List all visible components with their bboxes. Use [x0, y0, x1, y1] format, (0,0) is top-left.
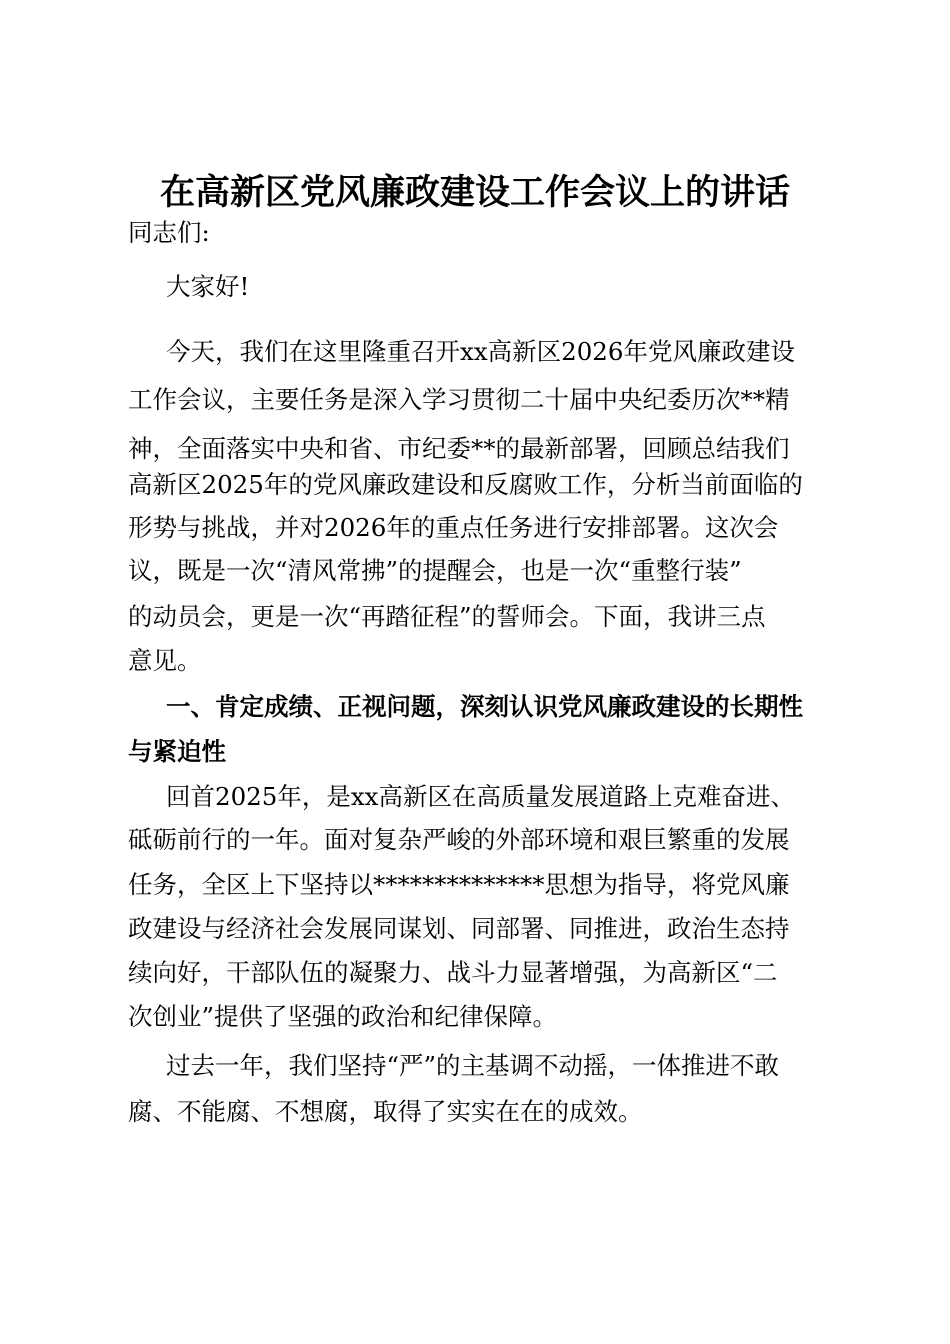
paragraph-line: 今天，我们在这里隆重召开xx高新区2026年党风廉政建设 — [166, 337, 795, 366]
paragraph-line: 工作会议，主要任务是深入学习贯彻二十届中央纪委历次**精 — [128, 385, 790, 414]
section-heading: 一、肯定成绩、正视问题，深刻认识党风廉政建设的长期性 — [166, 692, 803, 721]
paragraph-line: 议，既是一次“清风常拂”的提醒会，也是一次“重整行装” — [128, 556, 742, 585]
paragraph-line: 次创业”提供了坚强的政治和纪律保障。 — [128, 1002, 558, 1031]
paragraph-line: 腐、不能腐、不想腐，取得了实实在在的成效。 — [128, 1097, 643, 1126]
greeting: 大家好! — [166, 272, 250, 301]
paragraph-line: 高新区2025年的党风廉政建设和反腐败工作，分析当前面临的 — [128, 470, 803, 499]
salutation: 同志们: — [128, 218, 210, 247]
paragraph-line: 任务，全区上下坚持以**************思想为指导，将党风廉 — [128, 870, 790, 899]
paragraph-line: 政建设与经济社会发展同谋划、同部署、同推进，政治生态持 — [128, 914, 790, 943]
paragraph-line: 砥砺前行的一年。面对复杂严峻的外部环境和艰巨繁重的发展 — [128, 825, 790, 854]
paragraph-line: 意见。 — [128, 646, 202, 675]
paragraph-line: 过去一年，我们坚持“严”的主基调不动摇，一体推进不敢 — [166, 1051, 780, 1080]
document-title: 在高新区党风廉政建设工作会议上的讲话 — [159, 173, 790, 213]
paragraph-line: 续向好，干部队伍的凝聚力、战斗力显著增强，为高新区“二 — [128, 958, 778, 987]
paragraph-line: 回首2025年，是xx高新区在高质量发展道路上克难奋进、 — [166, 782, 795, 811]
paragraph-line: 形势与挑战，并对2026年的重点任务进行安排部署。这次会 — [128, 513, 779, 542]
paragraph-line: 的动员会，更是一次“再踏征程”的誓师会。下面，我讲三点 — [128, 602, 766, 631]
section-heading: 与紧迫性 — [128, 737, 226, 766]
paragraph-line: 神，全面落实中央和省、市纪委**的最新部署，回顾总结我们 — [128, 434, 790, 463]
